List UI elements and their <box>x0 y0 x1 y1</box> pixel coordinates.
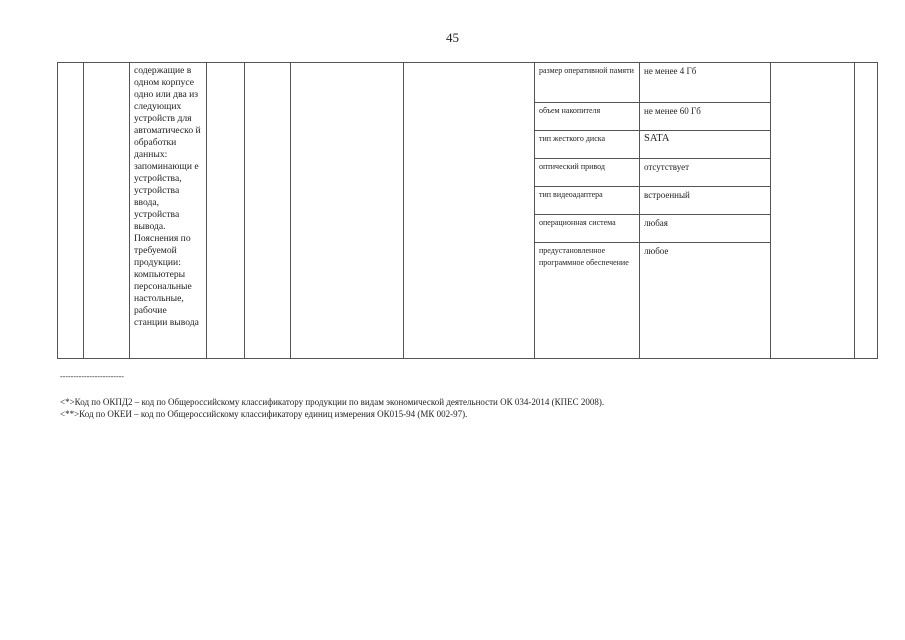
table-cell-empty <box>855 63 878 359</box>
characteristic-name: размер оперативной памяти <box>535 63 640 103</box>
characteristic-name: оптический привод <box>535 159 640 187</box>
table-cell-empty <box>245 63 291 359</box>
characteristic-value: любое <box>640 243 771 359</box>
characteristic-value: отсутствует <box>640 159 771 187</box>
characteristic-value: не менее 60 Гб <box>640 103 771 131</box>
page-number: 45 <box>446 30 459 45</box>
characteristic-value: SATA <box>640 131 771 159</box>
product-description: содержащие в одном корпусе одно или два из следующих устройств для автоматическо й обработки данных: запоминающи е устройства, устройства ввода, устройства вывода. Пояснения по требуемой продукции: компьютеры персональные настольные, рабочие станции вывода <box>130 63 207 359</box>
characteristic-name: операционная система <box>535 215 640 243</box>
footnote-okei: <**>Код по ОКЕИ – код по Общероссийскому классификатору единиц измерения ОК015-94 (МК 002-97). <box>60 409 468 419</box>
table-cell-empty <box>58 63 84 359</box>
table-cell-empty <box>207 63 245 359</box>
table-cell-empty <box>771 63 855 359</box>
characteristic-name: тип жесткого диска <box>535 131 640 159</box>
table-cell-empty <box>84 63 130 359</box>
footnote-separator: ------------------------ <box>60 372 124 381</box>
characteristic-name: предустановленное программное обеспечение <box>535 243 640 359</box>
characteristic-name: объем накопителя <box>535 103 640 131</box>
characteristic-value: встроенный <box>640 187 771 215</box>
footnotes <box>60 396 880 420</box>
characteristic-value: любая <box>640 215 771 243</box>
table-cell-empty <box>291 63 404 359</box>
characteristic-value: не менее 4 Гб <box>640 63 771 103</box>
characteristic-name: тип видеоадаптера <box>535 187 640 215</box>
table-cell-empty <box>404 63 535 359</box>
footnote-okpd2: <*>Код по ОКПД2 – код по Общероссийскому классификатору продукции по видам экономической деятельности ОК 034-2014 (КПЕС 2008). <box>60 397 605 407</box>
specification-table <box>57 62 878 359</box>
